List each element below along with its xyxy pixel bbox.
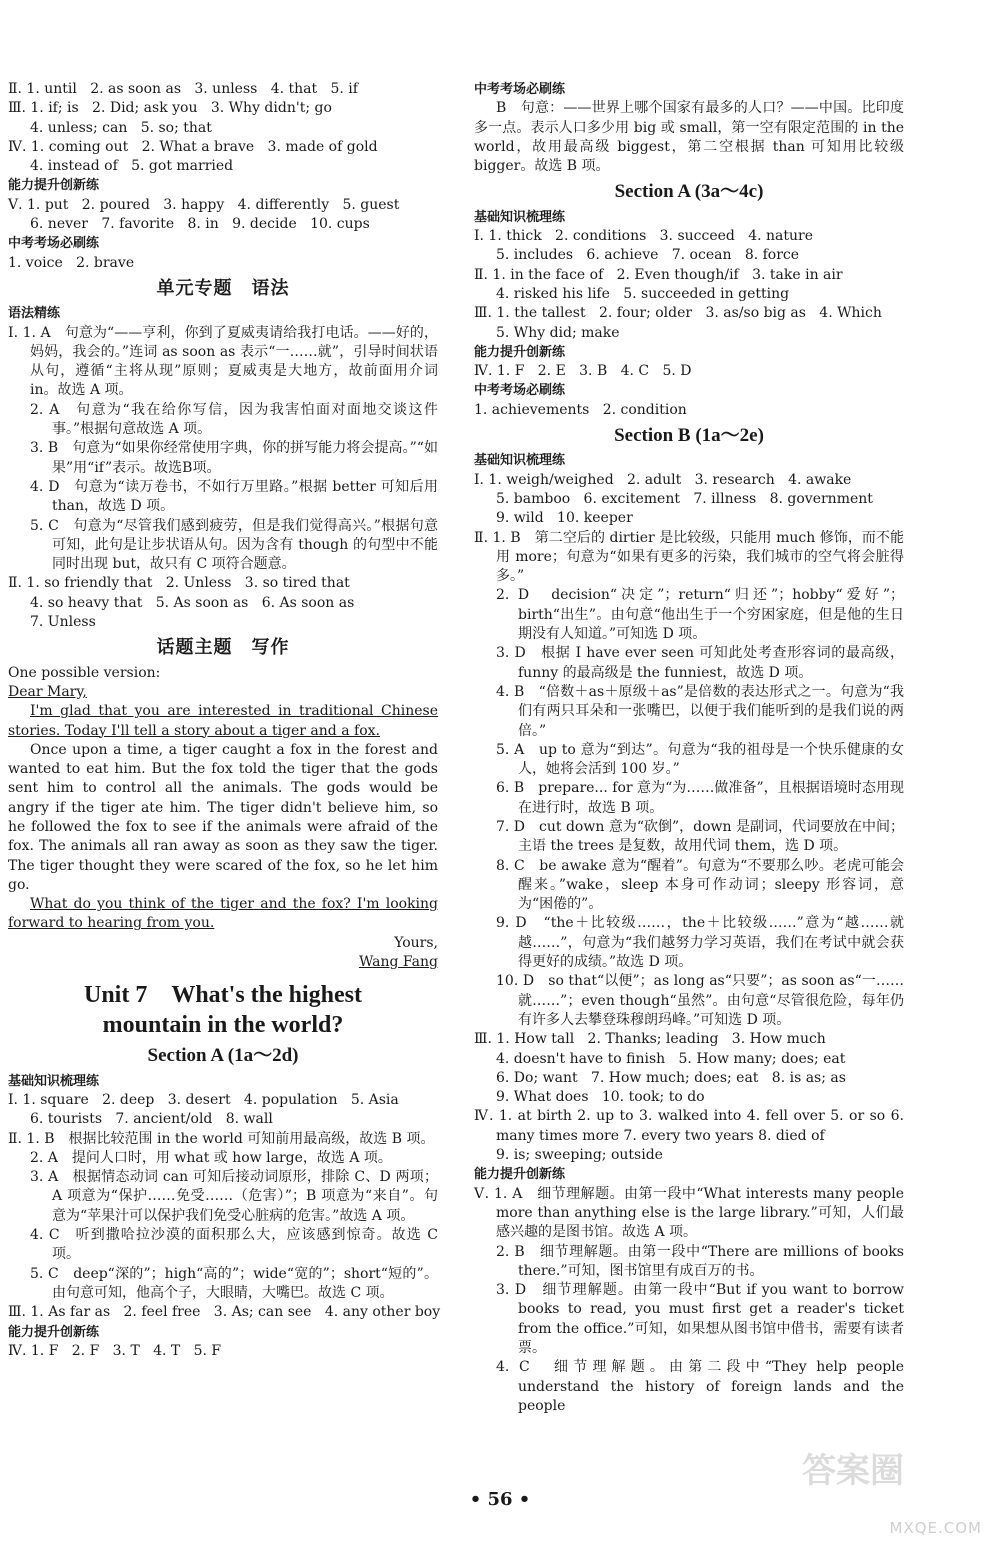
answer-line: 6. tourists 7. ancient/old 8. wall (30, 1111, 273, 1128)
ability-line: 6. never 7. favorite 8. in 9. decide 10. cups (30, 216, 370, 233)
answer-line: Ⅲ. 1. the tallest 2. four; older 3. as/so big as 4. Which (474, 305, 882, 322)
writing-heading: 话题主题 写作 (156, 637, 290, 659)
grammar-subheading: 语法精练 (8, 306, 61, 322)
basic-heading: 基础知识梳理练 (474, 209, 566, 225)
unit6-line: 4. instead of 5. got married (30, 158, 234, 175)
watermark-logo-text: 答案圈 (802, 1451, 904, 1491)
answer-line: 4. risked his life 5. succeeded in getting (496, 285, 790, 302)
basic-heading: 基础知识梳理练 (8, 1073, 100, 1089)
answer-item: Ⅱ. 1. B 根据比较范围 in the world 可知前用最高级，故选 B 项。 (8, 1130, 435, 1147)
section-heading: Section A (1a～2d) (147, 1045, 299, 1067)
exam-line: 1. voice 2. brave (8, 254, 135, 271)
ability-heading: 能力提升创新练 (474, 344, 566, 360)
unit-title-line: Unit 7 What's the highest (83, 982, 363, 1009)
answer-item: Ⅱ. 1. B 第二空后的 dirtier 是比较级，只能用 much 修饰，而不能用 more；句意为“如果有更多的污染，我们城市的空气将会脏得多。” (474, 529, 904, 585)
unit-title (8, 980, 438, 1040)
answer-item: 9. D “the＋比较级……，the＋比较级……”意为“越……就越……”，句意为“我们越努力学习英语，我们在考试中就会获得更好的成绩。”故选 D 项。 (496, 915, 904, 971)
essay-paragraph: What do you think of the tiger and the fox? I'm looking forward to hearing from you. (8, 896, 438, 932)
answer-line: Ⅲ. 1. As far as 2. feel free 3. As; can see 4. any other boy (8, 1304, 441, 1321)
grammar-ii-line: 7. Unless (30, 614, 96, 631)
essay-greeting: Dear Mary, (8, 683, 87, 700)
answer-line: Ⅲ. 1. How tall 2. Thanks; leading 3. How much (474, 1031, 826, 1048)
section-heading: Section A (3a～4c) (614, 181, 764, 203)
unit-title-line: mountain in the world? (102, 1012, 344, 1039)
answer-item: 7. D cut down 意为“砍倒”，down 是副词，代词要放在中间；主语 the trees 是复数，故用代词 them，选 D 项。 (496, 818, 904, 855)
answer-line: Ⅱ. 1. in the face of 2. Even though/if 3. take in air (474, 266, 843, 283)
answer-item: 2. A 提问人口时，用 what 或 how large，故选 A 项。 (30, 1149, 392, 1166)
ability-line: Ⅴ. 1. put 2. poured 3. happy 4. differently 5. guest (8, 196, 400, 213)
answer-line: 5. Why did; make (496, 324, 620, 341)
answer-item: 2. D decision“决定”；return“归还”；hobby“爱好”；birth“出生”。由句意“他出生于一个穷困家庭，但是他的生日期没有人知道。”可知选 D 项。 (496, 587, 904, 643)
answer-item: 8. C be awake 意为“醒着”。句意为“不要那么吵。老虎可能会醒来。”wake，sleep 本身可作动词；sleepy 形容词，意为“困倦的”。 (496, 857, 904, 913)
essay-paragraph: I'm glad that you are interested in traditional Chinese stories. Today I'll tell a story about a tiger and a fox. (8, 703, 438, 739)
exam-heading: 中考考场必刷练 (8, 236, 100, 252)
right-column (474, 80, 904, 1416)
ability-heading: 能力提升创新练 (8, 178, 100, 194)
unit6-line: Ⅲ. 1. if; is 2. Did; ask you 3. Why didn't; go (8, 100, 332, 117)
answer-line: Ⅰ. 1. square 2. deep 3. desert 4. population 5. Asia (8, 1091, 399, 1108)
essay-closing: Yours, (394, 934, 438, 951)
grammar-item: 4. D 句意为“读万卷书，不如行万里路。”根据 better 可知后用 than，故选 D 项。 (30, 478, 438, 515)
answer-item: Ⅳ. 1. at birth 2. up to 3. walked into 4. fell over 5. or so 6. many times more 7. every two years 8. died of (474, 1108, 904, 1144)
basic-heading: 基础知识梳理练 (474, 453, 566, 469)
answer-item: 4. C 听到撒哈拉沙漠的面积那么大，应该感到惊奇。故选 C 项。 (30, 1227, 438, 1263)
ability-heading: 能力提升创新练 (474, 1167, 566, 1183)
answer-item: 4. B “倍数＋as＋原级＋as”是倍数的表达形式之一。句意为“我们有两只耳朵和一张嘴巴，以便于我们能听到的是我们说的两倍。” (496, 683, 904, 739)
answer-line: 1. achievements 2. condition (474, 401, 687, 418)
answer-item: 5. C deep“深的”；high“高的”；wide“宽的”；short“短的”。由句意可知，他高个子，大眼睛，大嘴巴。故选 C 项。 (30, 1265, 438, 1301)
answer-line: 9. is; sweeping; outside (496, 1147, 663, 1164)
ability-heading: 能力提升创新练 (8, 1324, 100, 1340)
grammar-ii-line: Ⅱ. 1. so friendly that 2. Unless 3. so tired that (8, 575, 350, 592)
essay-paragraph: Once upon a time, a tiger caught a fox in the forest and wanted to eat him. But the fox told the tiger that the gods sent him to control all the animals. The gods would be angry if the tiger ate him. The tiger didn't believe him, so he followed the fox to see if the animals were afraid of the fox. The animals all ran away as soon as they saw the tiger. The tiger thought they were scared of the fox, so he let him go. (8, 741, 438, 893)
answer-item: 6. B prepare... for 意为“为……做准备”，且根据语境时态用现在进行时，故选 B 项。 (496, 780, 904, 816)
essay-intro: One possible version: (8, 664, 161, 681)
answer-line: 4. doesn't have to finish 5. How many; does; eat (496, 1050, 846, 1067)
answer-line: 5. includes 6. achieve 7. ocean 8. force (496, 247, 800, 264)
answer-item: 4. C 细节理解题。由第二段中“They help people understand the history of foreign lands and the people (496, 1359, 904, 1414)
answer-line: Ⅳ. 1. F 2. F 3. T 4. T 5. F (8, 1342, 222, 1359)
answer-item: 10. D so that“以便”；as long as“只要”；as soon as“一……就……”；even though“虽然”。由句意“尽管很危险，每年仍有许多人去攀登珠穆朗玛峰。”可知选 D 项。 (496, 973, 904, 1028)
answer-item: 3. A 根据情态动词 can 可知后接动词原形，排除 C、D 两项；A 项意为“保护……免受……（危害）”；B 项意为“来自”。句意为“苹果汁可以保护我们免受心脏病的危害。”故选 A 项。 (30, 1169, 438, 1224)
unit6-line: Ⅳ. 1. coming out 2. What a brave 3. made of gold (8, 138, 378, 155)
grammar-item: Ⅰ. 1. A 句意为“——亨利，你到了夏威夷请给我打电话。——好的，妈妈，我会的。”连词 as soon as 表示“一……就”，引导时间状语从句，遵循“主将从现”原则；夏威夷是大地方，故前面用介词 in。故选 A 项。 (8, 324, 438, 399)
answer-line: Ⅳ. 1. F 2. E 3. B 4. C 5. D (474, 363, 692, 380)
answer-line: 9. What does 10. took; to do (496, 1089, 705, 1106)
answer-item: 3. D 根据 I have ever seen 可知此处考查形容词的最高级，funny 的最高级是 the funniest，故选 D 项。 (496, 645, 904, 681)
grammar-item: 2. A 句意为“我在给你写信，因为我害怕面对面地交谈这件事。”根据句意故选 A 项。 (30, 401, 438, 438)
left-column (8, 80, 441, 1361)
unit6-line: Ⅱ. 1. until 2. as soon as 3. unless 4. that 5. if (8, 81, 358, 97)
answer-line: 5. bamboo 6. excitement 7. illness 8. government (496, 490, 873, 507)
watermark-url: MXQE.COM (889, 1518, 982, 1537)
watermark-logo (792, 1451, 982, 1538)
answer-line: 6. Do; want 7. How much; does; eat 8. is as; as (496, 1069, 846, 1086)
answer-item: 2. B 细节理解题。由第一段中“There are millions of books there.”可知，图书馆里有成百万的书。 (496, 1243, 904, 1279)
answer-item: 5. A up to 意为“到达”。句意为“我的祖母是一个快乐健康的女人，她将会活到 100 岁。” (496, 741, 904, 778)
essay-signature: Wang Fang (358, 954, 438, 971)
answer-line: Ⅰ. 1. weigh/weighed 2. adult 3. research 4. awake (474, 471, 852, 488)
answer-line: Ⅰ. 1. thick 2. conditions 3. succeed 4. nature (474, 228, 814, 245)
exam-answer: B 句意：——世界上哪个国家有最多的人口？——中国。比印度多一点。表示人口多少用 big 或 small，第一空有限定范围的 in the world，故用最高级 biggest，第二空根据 than 可知用比较级 bigger。故选 B 项。 (474, 100, 904, 175)
unit6-line: 4. unless; can 5. so; that (30, 119, 212, 136)
answer-item: Ⅴ. 1. A 细节理解题。由第一段中“What interests many people more than anything else is the large library.”可知，人们最感兴趣的是图书馆。故选 A 项。 (474, 1185, 904, 1241)
grammar-item: 5. C 句意为“尽管我们感到疲劳，但是我们觉得高兴。”根据句意可知，此句是让步状语从句。因为含有 though 的句型中不能同时出现 but，故只有 C 项符合题意。 (30, 517, 438, 573)
section-heading: Section B (1a～2e) (614, 425, 764, 447)
answer-line: 9. wild 10. keeper (496, 510, 633, 527)
exam-heading: 中考考场必刷练 (474, 383, 566, 399)
answer-item: 3. D 细节理解题。由第一段中“But if you want to borrow books to read, you must first get a reader's ticket from the office.”可知，如果想从图书馆中借书，需要有读者票。 (496, 1282, 904, 1356)
grammar-item: 3. B 句意为“如果你经常使用字典，你的拼写能力将会提高。”“如果”用“if”表示。故选B项。 (30, 440, 438, 476)
grammar-ii-line: 4. so heavy that 5. As soon as 6. As soon as (30, 594, 355, 611)
exam-heading: 中考考场必刷练 (474, 82, 566, 97)
page-number: • 56 • (469, 1489, 531, 1510)
grammar-heading: 单元专题 语法 (156, 277, 290, 299)
